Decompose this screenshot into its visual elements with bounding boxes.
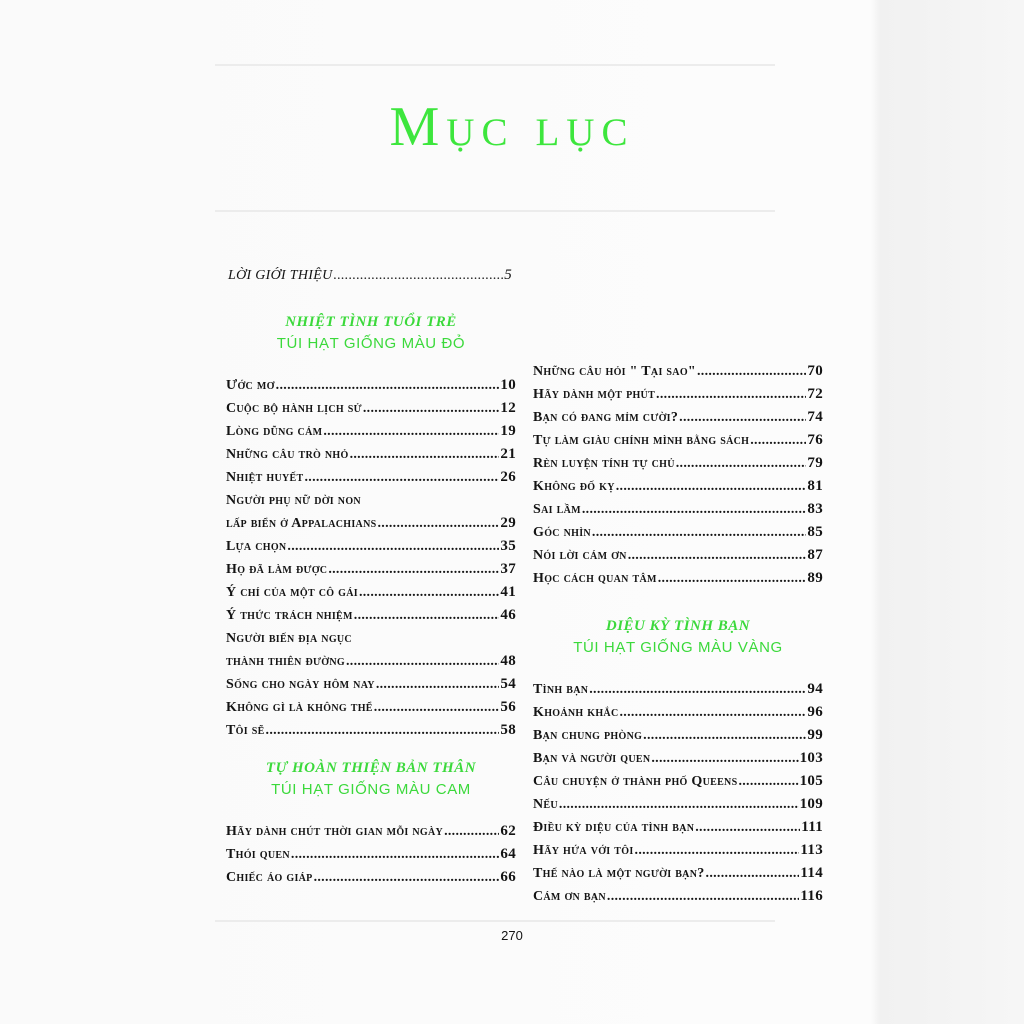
intro-label: LỜI GIỚI THIỆU <box>228 268 333 283</box>
toc-entry-title: Thế nào là một người bạn? <box>533 866 705 881</box>
toc-entry <box>226 466 516 489</box>
toc-entry-title: Lòng dũng cảm <box>226 424 323 439</box>
toc-column-left <box>226 314 516 889</box>
toc-entry <box>533 839 823 862</box>
toc-entry <box>226 650 516 673</box>
toc-entry <box>533 793 823 816</box>
toc-entry <box>533 521 823 544</box>
leader-dots <box>750 429 806 452</box>
toc-entry-page: 74 <box>807 409 823 425</box>
toc-entry-title: Chiếc áo giáp <box>226 870 313 885</box>
toc-entry-page: 37 <box>500 561 516 577</box>
toc-entry <box>533 383 823 406</box>
toc-entry <box>533 747 823 770</box>
toc-entry <box>533 770 823 793</box>
toc-entry-title: lấp biển ở Appalachians <box>226 516 377 531</box>
toc-entry-title-line: Người phụ nữ dời non <box>226 493 361 508</box>
toc-entry <box>226 443 516 466</box>
toc-entry <box>533 862 823 885</box>
toc-list <box>226 820 516 889</box>
toc-entry-title: Ước mơ <box>226 378 275 393</box>
toc-entry-title: Ý chí của một cô gái <box>226 585 358 600</box>
leader-dots <box>444 820 499 843</box>
toc-entry-title: Bạn và người quen <box>533 751 651 766</box>
section-title: DIỆU KỲ TÌNH BẠN <box>605 618 751 634</box>
toc-entry-title: thành thiên đường <box>226 654 345 669</box>
toc-entry-title: Không gì là không thể <box>226 700 373 715</box>
toc-entry <box>533 360 823 383</box>
leader-dots <box>314 866 500 889</box>
toc-entry <box>533 885 823 908</box>
toc-entry <box>226 374 516 397</box>
leader-dots <box>328 558 499 581</box>
leader-dots <box>377 512 499 535</box>
toc-entry-title: Nếu <box>533 797 558 812</box>
leader-dots <box>706 862 800 885</box>
toc-entry-title: Lựa chọn <box>226 539 287 554</box>
toc-entry-page: 21 <box>500 446 516 462</box>
toc-entry-title: Tự làm giàu chính mình bằng sách <box>533 433 750 448</box>
section-subtitle: TÚI HẠT GIỐNG MÀU ĐỎ <box>276 335 466 352</box>
toc-entry <box>533 701 823 724</box>
toc-entry <box>226 843 516 866</box>
leader-dots <box>346 650 499 673</box>
toc-entry-title-line: Người biến địa ngục <box>226 631 352 646</box>
toc-entry-page: 103 <box>799 750 823 766</box>
toc-entry-title: Học cách quan tâm <box>533 571 657 586</box>
toc-entry-title: Tình bạn <box>533 682 589 697</box>
toc-entry-title: Những câu hỏi " Tại sao" <box>533 364 696 379</box>
section-subtitle: TÚI HẠT GIỐNG MÀU VÀNG <box>573 639 783 656</box>
toc-entry-title: Bạn có đang mỉm cười? <box>533 410 679 425</box>
leader-dots <box>363 397 500 420</box>
toc-entry-page: 70 <box>807 363 823 379</box>
toc-entry-page: 46 <box>500 607 516 623</box>
leader-dots <box>635 839 800 862</box>
toc-entry-title: Thói quen <box>226 847 290 862</box>
section-title: TỰ HOÀN THIỆN BẢN THÂN <box>265 760 477 776</box>
page-title: Mục lục <box>389 96 635 158</box>
toc-entry-title: Tôi sẽ <box>226 723 265 738</box>
toc-entry <box>533 475 823 498</box>
toc-entry <box>226 581 516 604</box>
toc-entry-title: Hãy dành chút thời gian mỗi ngày <box>226 824 444 839</box>
section-title: NHIỆT TÌNH TUỔI TRẺ <box>285 314 457 330</box>
toc-entry-page: 94 <box>807 681 823 697</box>
leader-dots <box>304 466 499 489</box>
toc-entry <box>226 696 516 719</box>
toc-entry-page: 79 <box>807 455 823 471</box>
toc-entry-title: Sai lầm <box>533 502 581 517</box>
toc-entry-title: Nói lời cám ơn <box>533 548 627 563</box>
toc-column-right <box>533 360 823 908</box>
toc-entry-page: 99 <box>807 727 823 743</box>
section-heading <box>226 760 516 798</box>
toc-entry-page: 66 <box>500 869 516 885</box>
section-heading <box>226 314 516 352</box>
toc-entry-page: 19 <box>500 423 516 439</box>
leader-dots <box>643 724 806 747</box>
toc-entry <box>533 567 823 590</box>
leader-dots <box>695 816 800 839</box>
toc-entry-page: 62 <box>500 823 516 839</box>
toc-entry <box>226 535 516 558</box>
toc-entry-page: 76 <box>807 432 823 448</box>
toc-entry-page: 35 <box>500 538 516 554</box>
leader-dots <box>616 475 807 498</box>
toc-list <box>226 374 516 742</box>
toc-entry <box>226 512 516 535</box>
toc-entry-page: 56 <box>500 699 516 715</box>
toc-entry-page: 114 <box>800 865 823 881</box>
toc-entry-title: Khoảnh khắc <box>533 705 619 720</box>
toc-entry-title: Cám ơn bạn <box>533 889 606 904</box>
leader-dots <box>697 360 806 383</box>
toc-entry <box>226 420 516 443</box>
toc-entry-page: 48 <box>500 653 516 669</box>
toc-entry-title: Hãy dành một phút <box>533 387 656 402</box>
leader-dots <box>658 567 807 590</box>
toc-entry-page: 72 <box>807 386 823 402</box>
leader-dots <box>350 443 500 466</box>
bleed-through-text <box>215 210 775 212</box>
toc-entry-page: 29 <box>500 515 516 531</box>
toc-entry-page: 81 <box>807 478 823 494</box>
toc-entry-page: 85 <box>807 524 823 540</box>
toc-entry-page: 111 <box>801 819 823 835</box>
toc-entry-title: Góc nhìn <box>533 525 591 540</box>
toc-entry <box>533 498 823 521</box>
leader-dots <box>323 420 499 443</box>
section-heading <box>533 618 823 656</box>
toc-entry <box>533 406 823 429</box>
leader-dots <box>589 678 806 701</box>
toc-entry <box>226 397 516 420</box>
toc-entry <box>226 820 516 843</box>
toc-entry <box>226 604 516 627</box>
leader-dots <box>582 498 807 521</box>
leader-dots <box>354 604 500 627</box>
toc-entry-title: Những câu trò nhỏ <box>226 447 349 462</box>
toc-entry-page: 89 <box>807 570 823 586</box>
bleed-through-text <box>215 920 775 922</box>
toc-entry <box>533 429 823 452</box>
leader-dots <box>291 843 500 866</box>
toc-entry-title: Không đố kỵ <box>533 479 615 494</box>
toc-entry-title: Sống cho ngày hôm nay <box>226 677 375 692</box>
leader-dots <box>374 696 500 719</box>
toc-entry-page: 83 <box>807 501 823 517</box>
leader-dots <box>376 673 500 696</box>
intro-entry <box>228 264 512 287</box>
toc-entry-page: 116 <box>800 888 823 904</box>
toc-entry-page: 113 <box>800 842 823 858</box>
page-number: 270 <box>501 928 523 943</box>
leader-dots <box>266 719 500 742</box>
intro-page: 5 <box>504 267 512 283</box>
leader-dots <box>287 535 499 558</box>
leader-dots <box>359 581 499 604</box>
toc-entry-page: 105 <box>799 773 823 789</box>
toc-entry-title: Ý thức trách nhiệm <box>226 608 353 623</box>
toc-entry-page: 64 <box>500 846 516 862</box>
leader-dots <box>738 770 798 793</box>
toc-entry <box>226 673 516 696</box>
leader-dots <box>628 544 807 567</box>
bleed-through-text <box>215 64 775 66</box>
toc-entry <box>533 724 823 747</box>
toc-entry-title: Rèn luyện tính tự chủ <box>533 456 675 471</box>
toc-entry-page: 12 <box>500 400 516 416</box>
toc-list <box>533 360 823 590</box>
toc-entry-title: Cuộc bộ hành lịch sử <box>226 401 362 416</box>
toc-entry-title: Nhiệt huyết <box>226 470 304 485</box>
toc-entry <box>533 544 823 567</box>
toc-entry-page: 10 <box>500 377 516 393</box>
leader-dots <box>276 374 500 397</box>
leader-dots <box>334 264 504 287</box>
toc-entry-page: 96 <box>807 704 823 720</box>
leader-dots <box>592 521 806 544</box>
toc-entry <box>533 678 823 701</box>
toc-entry-page: 54 <box>500 676 516 692</box>
leader-dots <box>651 747 798 770</box>
leader-dots <box>607 885 800 908</box>
toc-entry-page: 41 <box>500 584 516 600</box>
leader-dots <box>676 452 807 475</box>
toc-entry-title: Điều kỳ diệu của tình bạn <box>533 820 695 835</box>
toc-list <box>533 678 823 908</box>
toc-entry <box>533 816 823 839</box>
toc-entry-page: 87 <box>807 547 823 563</box>
leader-dots <box>679 406 806 429</box>
toc-entry <box>226 866 516 889</box>
toc-entry-page: 58 <box>500 722 516 738</box>
toc-entry <box>533 452 823 475</box>
toc-entry-title: Hãy hứa với tôi <box>533 843 634 858</box>
toc-entry <box>226 719 516 742</box>
leader-dots <box>656 383 806 406</box>
leader-dots <box>619 701 806 724</box>
section-subtitle: TÚI HẠT GIỐNG MÀU CAM <box>271 781 471 798</box>
toc-entry-title: Câu chuyện ở thành phố Queens <box>533 774 738 789</box>
toc-entry-page: 26 <box>500 469 516 485</box>
toc-entry-page: 109 <box>799 796 823 812</box>
toc-entry-title: Họ đã làm được <box>226 562 328 577</box>
leader-dots <box>559 793 799 816</box>
toc-entry <box>226 558 516 581</box>
toc-entry-title: Bạn chung phòng <box>533 728 643 743</box>
